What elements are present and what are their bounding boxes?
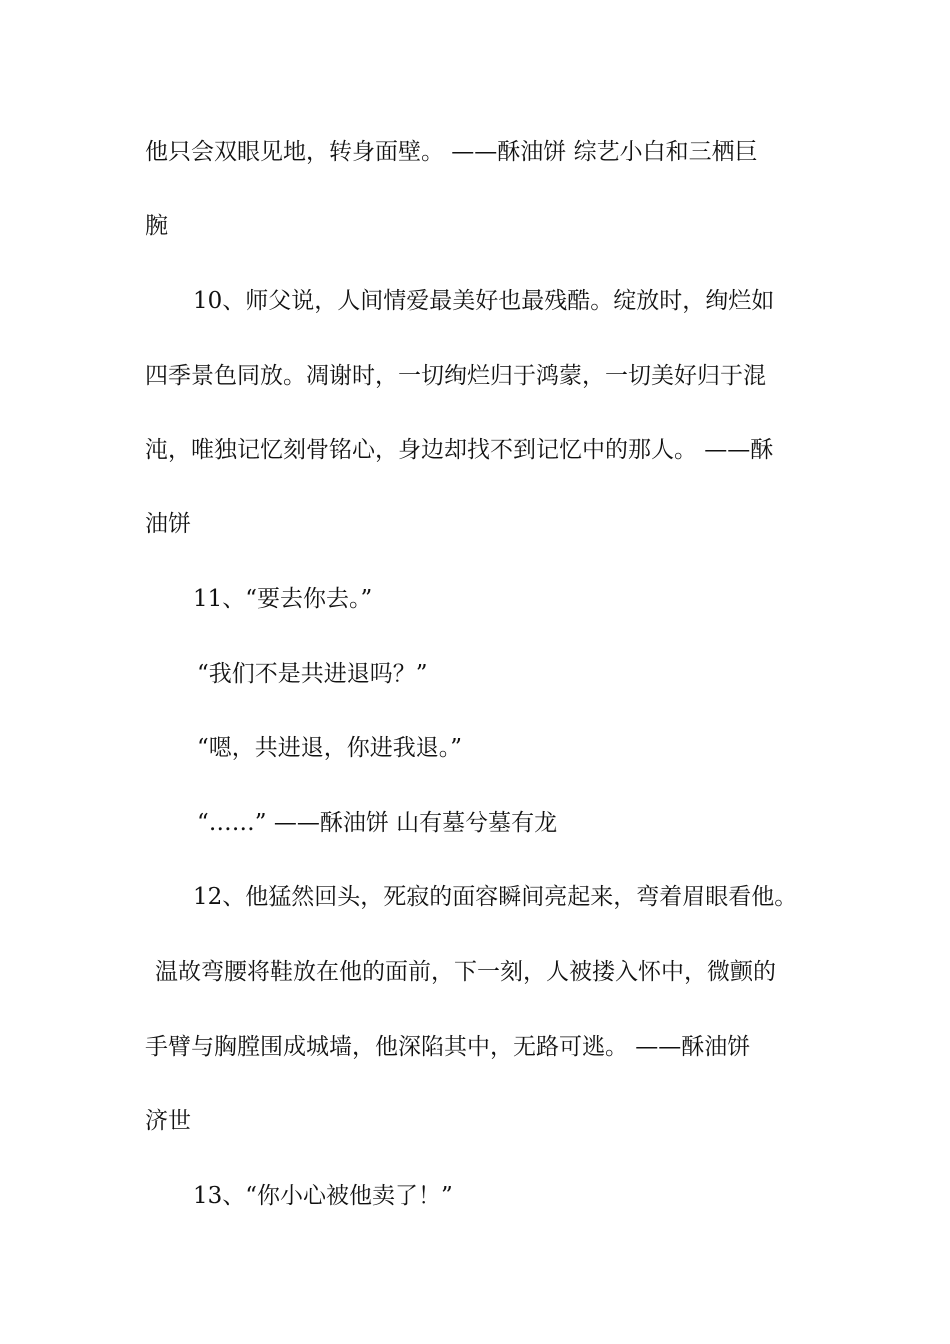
text-line-2: 腕	[145, 213, 168, 239]
text-line-7: 11、“要去你去。”	[193, 586, 373, 612]
text-line-1: 他只会双眼见地，转身面壁。 ——酥油饼 综艺小白和三栖巨	[145, 139, 758, 165]
text-line-11: 12、他猛然回头，死寂的面容瞬间亮起来，弯着眉眼看他。	[193, 884, 798, 910]
text-line-5: 沌，唯独记忆刻骨铭心，身边却找不到记忆中的那人。 ——酥	[145, 437, 774, 463]
text-line-3: 10、师父说，人间情爱最美好也最残酷。绽放时，绚烂如	[193, 288, 775, 314]
text-line-4: 四季景色同放。凋谢时，一切绚烂归于鸿蒙，一切美好归于混	[145, 363, 766, 389]
text-line-9: “嗯，共进退，你进我退。”	[197, 735, 463, 761]
text-line-6: 油饼	[145, 511, 191, 537]
text-line-15: 13、“你小心被他卖了！”	[193, 1183, 453, 1209]
text-line-14: 济世	[145, 1108, 191, 1134]
text-line-8: “我们不是共进退吗？”	[197, 661, 428, 687]
text-line-12: 温故弯腰将鞋放在他的面前，下一刻，人被搂入怀中，微颤的	[155, 959, 776, 985]
text-line-13: 手臂与胸膛围成城墙，他深陷其中，无路可逃。 ——酥油饼	[145, 1034, 751, 1060]
text-line-10: “……” ——酥油饼 山有墓兮墓有龙	[197, 810, 558, 836]
